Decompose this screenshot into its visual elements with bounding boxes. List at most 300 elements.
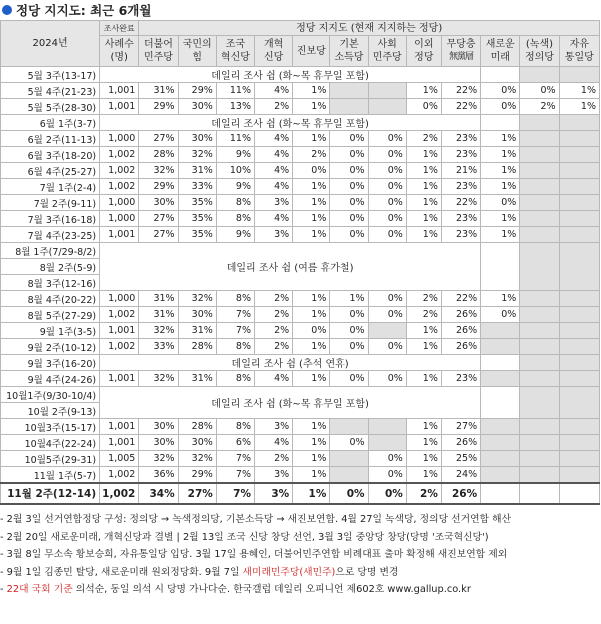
cell — [520, 307, 559, 323]
cell: 22% — [441, 83, 480, 99]
row-label: 7월 2주(9-11) — [1, 195, 100, 211]
col-header-line1: 기본 — [339, 39, 359, 50]
col-header-line2: 신당 — [263, 52, 284, 63]
party-support-table — [0, 20, 600, 505]
cell: 11% — [216, 131, 254, 147]
cell — [520, 371, 559, 387]
cell: 1% — [330, 291, 368, 307]
cell: 0% — [368, 307, 406, 323]
row-label: 9월 1주(3-5) — [1, 323, 100, 339]
cell: 1,001 — [100, 419, 139, 435]
cell — [330, 467, 368, 484]
row-label: 5월 3주(13-17) — [1, 67, 100, 83]
cell: 22% — [441, 291, 480, 307]
cell: 0% — [481, 99, 520, 115]
cell: 32% — [139, 323, 178, 339]
cell — [481, 115, 520, 131]
cell: 30% — [178, 131, 216, 147]
cell: 4% — [255, 371, 293, 387]
page-title-bar — [0, 0, 601, 20]
cell: 1% — [406, 147, 441, 163]
cell: 0% — [330, 179, 368, 195]
cell: 33% — [178, 179, 216, 195]
row-label: 7월 1주(2-4) — [1, 179, 100, 195]
cell — [330, 451, 368, 467]
cell: 7% — [216, 323, 254, 339]
col-header-line1: 더불어 — [143, 39, 173, 50]
col-header-line2: (명) — [110, 52, 128, 63]
cell — [559, 355, 599, 371]
cell — [559, 451, 599, 467]
cell: 3% — [255, 419, 293, 435]
col-header-line1: 사례수 — [104, 39, 134, 50]
col-header-1 — [139, 36, 178, 67]
cell: 0% — [368, 163, 406, 179]
row-label: 7월 3주(16-18) — [1, 211, 100, 227]
row-label: 10월5주(29-31) — [1, 451, 100, 467]
cell: 30% — [178, 307, 216, 323]
cell — [559, 371, 599, 387]
cell: 1,002 — [100, 307, 139, 323]
cell: 28% — [178, 419, 216, 435]
cell — [559, 67, 599, 83]
cell: 0% — [330, 339, 368, 355]
cell — [520, 323, 559, 339]
row-label: 8월 1주(7/29-8/2) — [1, 243, 100, 259]
cell — [559, 419, 599, 435]
col-header-line1: (녹색) — [525, 39, 554, 50]
cell: 0% — [368, 483, 406, 504]
cell: 27% — [139, 227, 178, 243]
row-label: 6월 3주(18-20) — [1, 147, 100, 163]
footnotes — [0, 511, 601, 599]
cell — [520, 419, 559, 435]
cell: 3% — [255, 467, 293, 484]
cell: 1% — [481, 131, 520, 147]
cell: 1% — [406, 211, 441, 227]
cell: 2% — [406, 291, 441, 307]
col-header-line2: 정당 — [414, 52, 434, 63]
cell: 35% — [178, 195, 216, 211]
cell: 0% — [368, 291, 406, 307]
cell: 10% — [216, 163, 254, 179]
cell: 1% — [293, 83, 330, 99]
cell — [559, 339, 599, 355]
cell — [520, 163, 559, 179]
table-row — [1, 147, 600, 163]
cell: 21% — [441, 163, 480, 179]
cell — [481, 467, 520, 484]
table-row — [1, 195, 600, 211]
cell — [368, 419, 406, 435]
cell — [559, 147, 599, 163]
cell: 1,000 — [100, 131, 139, 147]
cell — [559, 435, 599, 451]
cell: 30% — [178, 435, 216, 451]
cell: 35% — [178, 211, 216, 227]
footnote-line — [0, 529, 601, 547]
cell: 1,005 — [100, 451, 139, 467]
col-header-7 — [368, 36, 406, 67]
cell: 32% — [178, 147, 216, 163]
cell: 32% — [139, 451, 178, 467]
cell: 9% — [216, 147, 254, 163]
cell — [330, 419, 368, 435]
cell: 4% — [255, 179, 293, 195]
cell: 1% — [293, 435, 330, 451]
cell: 26% — [441, 483, 480, 504]
cell: 1,002 — [100, 467, 139, 484]
cell: 36% — [139, 467, 178, 484]
footnote-text: - 2월 3일 선거연합정당 구성: 정의당 → 녹색정의당, 기본소득당 → 새진보연합. 4월 27일 녹색당, 정의당 선거연합 해산 — [0, 514, 512, 525]
cell: 1% — [406, 467, 441, 484]
cell: 32% — [139, 163, 178, 179]
cell: 7% — [216, 467, 254, 484]
cell — [481, 387, 520, 419]
col-header-3 — [216, 36, 254, 67]
cell: 26% — [441, 323, 480, 339]
skip-note: 데일리 조사 쉼 (화~목 휴무일 포함) — [100, 115, 481, 131]
row-label: 6월 1주(3-7) — [1, 115, 100, 131]
cell: 29% — [178, 467, 216, 484]
cell: 0% — [368, 467, 406, 484]
col-header-line2: 정의당 — [524, 52, 554, 63]
footnote-line — [0, 564, 601, 582]
cell: 1% — [406, 323, 441, 339]
skip-note: 데일리 조사 쉼 (화~목 휴무일 포함) — [100, 67, 481, 83]
party-group-header: 정당 지지도 (현재 지지하는 정당) — [139, 21, 600, 36]
col-header-12 — [559, 36, 599, 67]
cell: 4% — [255, 163, 293, 179]
cell — [481, 243, 520, 291]
cell: 25% — [441, 451, 480, 467]
cell: 1% — [406, 419, 441, 435]
cell — [520, 147, 559, 163]
cell: 0% — [368, 451, 406, 467]
cell: 1% — [293, 467, 330, 484]
cell: 23% — [441, 147, 480, 163]
cell: 31% — [139, 83, 178, 99]
footnote-line — [0, 581, 601, 599]
cell: 8% — [216, 371, 254, 387]
row-label: 5월 4주(21-23) — [1, 83, 100, 99]
cell: 1% — [481, 179, 520, 195]
table-row-skip — [1, 67, 600, 83]
cell: 31% — [178, 163, 216, 179]
cell: 33% — [139, 339, 178, 355]
cell: 23% — [441, 211, 480, 227]
cell: 23% — [441, 227, 480, 243]
col-header-line2: 민주당 — [143, 52, 173, 63]
cell: 0% — [368, 131, 406, 147]
cell: 1,001 — [100, 371, 139, 387]
cell: 7% — [216, 451, 254, 467]
cell: 0% — [330, 163, 368, 179]
table-row — [1, 339, 600, 355]
row-label: 9월 4주(24-26) — [1, 371, 100, 387]
cell: 8% — [216, 211, 254, 227]
col-header-line1: 조국 — [225, 39, 246, 50]
table-row — [1, 99, 600, 115]
cell — [481, 371, 520, 387]
cell: 23% — [441, 131, 480, 147]
cell: 32% — [139, 371, 178, 387]
cell: 1% — [406, 179, 441, 195]
cell: 1% — [406, 195, 441, 211]
cell: 1,000 — [100, 211, 139, 227]
footnote-text: - 2월 20일 새로운미래, 개혁신당과 결별 | 2월 13일 조국 신당 창당 선언, 3월 3일 중앙당 창당(당명 '조국혁신당') — [0, 531, 489, 543]
col-header-line1: 사회 — [377, 39, 397, 50]
cell — [559, 131, 599, 147]
cell: 1% — [406, 435, 441, 451]
footnote-text: - 3월 8일 무소속 황보승희, 자유통일당 입당. 3월 17일 용혜인, 더불어민주연합 비례대표 출마 확정해 새진보연합 제외 — [0, 549, 508, 560]
cell: 3% — [255, 195, 293, 211]
row-label: 8월 3주(12-16) — [1, 275, 100, 291]
cell: 1% — [481, 291, 520, 307]
cell: 1% — [293, 483, 330, 504]
col-header-8 — [406, 36, 441, 67]
cell: 13% — [216, 99, 254, 115]
cell: 1% — [406, 339, 441, 355]
cell: 4% — [255, 147, 293, 163]
cell: 1% — [293, 195, 330, 211]
cell: 0% — [481, 195, 520, 211]
cell: 28% — [139, 147, 178, 163]
cell: 8% — [216, 291, 254, 307]
col-header-9 — [441, 36, 480, 67]
cell — [559, 115, 599, 131]
cell — [559, 483, 599, 504]
cell: 4% — [255, 435, 293, 451]
cell: 0% — [330, 307, 368, 323]
cell: 35% — [178, 227, 216, 243]
cell: 27% — [139, 131, 178, 147]
cell — [481, 355, 520, 371]
col-header-line2: 혁신당 — [220, 52, 250, 63]
cell: 2% — [255, 291, 293, 307]
cell: 1% — [481, 227, 520, 243]
cell — [520, 467, 559, 484]
page-title: 정당 지지도: 최근 6개월 — [16, 3, 152, 18]
footnote-highlight: 22대 국회 기준 — [6, 584, 73, 595]
cell: 0% — [330, 435, 368, 451]
cell: 31% — [178, 323, 216, 339]
cell: 2% — [255, 339, 293, 355]
cell — [520, 195, 559, 211]
cell: 0% — [330, 195, 368, 211]
cell: 0% — [293, 323, 330, 339]
year-header: 2024년 — [1, 21, 100, 67]
cell — [368, 323, 406, 339]
cell: 34% — [139, 483, 178, 504]
cell — [559, 227, 599, 243]
cell: 1,001 — [100, 323, 139, 339]
cell: 26% — [441, 307, 480, 323]
cell: 1% — [293, 451, 330, 467]
cell: 2% — [255, 99, 293, 115]
cell — [520, 67, 559, 83]
cell — [520, 483, 559, 504]
cell — [520, 355, 559, 371]
cell: 30% — [139, 435, 178, 451]
row-label: 10월1주(9/30-10/4) — [1, 387, 100, 403]
cell: 0% — [406, 99, 441, 115]
cell — [520, 339, 559, 355]
cell: 23% — [441, 371, 480, 387]
cell — [520, 387, 559, 419]
col-header-line2: 민주당 — [372, 52, 402, 63]
cell: 2% — [255, 323, 293, 339]
cell: 1% — [293, 339, 330, 355]
cell — [520, 291, 559, 307]
table-row — [1, 307, 600, 323]
cell — [520, 211, 559, 227]
survey-done-header: 조사완료 — [100, 21, 139, 36]
cell: 9% — [216, 179, 254, 195]
cell — [559, 291, 599, 307]
col-header-4 — [255, 36, 293, 67]
row-label: 10월 2주(9-13) — [1, 403, 100, 419]
cell: 0% — [330, 323, 368, 339]
col-header-line1: 개혁 — [263, 39, 284, 50]
cell: 1,000 — [100, 195, 139, 211]
cell: 0% — [293, 163, 330, 179]
col-header-line2: 힘 — [192, 52, 203, 63]
cell: 6% — [216, 435, 254, 451]
table-row — [1, 419, 600, 435]
table-row — [1, 131, 600, 147]
cell: 3% — [255, 227, 293, 243]
cell: 1,002 — [100, 483, 139, 504]
row-label: 11월 2주(12-14) — [1, 483, 100, 504]
col-header-5 — [293, 36, 330, 67]
cell — [481, 339, 520, 355]
col-header-0 — [100, 36, 139, 67]
cell — [368, 99, 406, 115]
cell: 1% — [293, 179, 330, 195]
cell: 1% — [406, 371, 441, 387]
cell — [520, 179, 559, 195]
cell: 31% — [139, 291, 178, 307]
col-header-line1: 무당층 — [446, 39, 476, 50]
row-label: 10월4주(22-24) — [1, 435, 100, 451]
table-row — [1, 451, 600, 467]
cell — [481, 483, 520, 504]
cell: 0% — [481, 83, 520, 99]
cell — [520, 243, 559, 291]
cell — [481, 67, 520, 83]
cell: 1% — [293, 307, 330, 323]
cell — [559, 243, 599, 291]
cell: 1,001 — [100, 83, 139, 99]
footnote-text: 의석순, 동일 의석 시 당명 가나다순. 한국갤럽 데일리 오피니언 제602호 www.gallup.co.kr — [72, 584, 471, 595]
cell: 2% — [255, 451, 293, 467]
cell: 2% — [293, 147, 330, 163]
cell — [559, 195, 599, 211]
col-header-line2: 소득당 — [334, 52, 364, 63]
cell: 1% — [293, 419, 330, 435]
table-row — [1, 291, 600, 307]
cell — [481, 435, 520, 451]
cell: 32% — [178, 451, 216, 467]
cell: 1,001 — [100, 435, 139, 451]
cell: 4% — [255, 83, 293, 99]
cell: 1% — [559, 99, 599, 115]
col-header-10 — [481, 36, 520, 67]
cell: 1% — [293, 371, 330, 387]
col-header-2 — [178, 36, 216, 67]
cell — [520, 227, 559, 243]
cell: 1% — [293, 131, 330, 147]
cell: 1,002 — [100, 179, 139, 195]
cell: 23% — [441, 179, 480, 195]
cell: 1% — [293, 227, 330, 243]
cell: 0% — [330, 147, 368, 163]
cell: 30% — [178, 99, 216, 115]
cell: 7% — [216, 307, 254, 323]
cell — [481, 451, 520, 467]
cell: 1,000 — [100, 291, 139, 307]
cell — [520, 115, 559, 131]
cell: 0% — [368, 211, 406, 227]
cell: 2% — [406, 483, 441, 504]
cell: 11% — [216, 83, 254, 99]
cell: 1,002 — [100, 147, 139, 163]
cell: 2% — [520, 99, 559, 115]
cell — [559, 163, 599, 179]
row-label: 8월 4주(20-22) — [1, 291, 100, 307]
cell — [330, 99, 368, 115]
col-header-line1: 국민의 — [182, 39, 212, 50]
cell: 0% — [330, 483, 368, 504]
cell — [559, 387, 599, 419]
cell: 2% — [406, 307, 441, 323]
cell: 2% — [255, 307, 293, 323]
cell: 0% — [330, 211, 368, 227]
table-row — [1, 323, 600, 339]
cell: 0% — [330, 227, 368, 243]
cell: 31% — [178, 371, 216, 387]
cell — [559, 323, 599, 339]
cell: 28% — [178, 339, 216, 355]
bullet-dot-icon — [2, 5, 12, 15]
table-row-skip — [1, 243, 600, 259]
cell: 0% — [368, 227, 406, 243]
cell: 27% — [139, 211, 178, 227]
row-label: 9월 3주(16-20) — [1, 355, 100, 371]
cell: 1% — [293, 99, 330, 115]
cell: 26% — [441, 339, 480, 355]
cell — [559, 179, 599, 195]
footnote-text: - 9월 1일 김종민 탈당, 새로운미래 원외정당화. 9월 7일 — [0, 566, 243, 578]
cell: 8% — [216, 339, 254, 355]
cell: 0% — [368, 339, 406, 355]
cell: 1% — [293, 291, 330, 307]
row-label: 6월 4주(25-27) — [1, 163, 100, 179]
row-label: 6월 2주(11-13) — [1, 131, 100, 147]
table-row — [1, 211, 600, 227]
table-row-skip — [1, 355, 600, 371]
cell: 1% — [481, 163, 520, 179]
table-row — [1, 179, 600, 195]
col-header-line1: 진보당 — [296, 45, 326, 57]
table-row — [1, 227, 600, 243]
cell: 22% — [441, 195, 480, 211]
col-header-line2: 無黨層 — [448, 52, 473, 62]
cell: 29% — [139, 99, 178, 115]
skip-note: 데일리 조사 쉼 (여름 휴가철) — [100, 243, 481, 291]
footnote-highlight: 새미래민주당(새민주) — [242, 566, 336, 578]
